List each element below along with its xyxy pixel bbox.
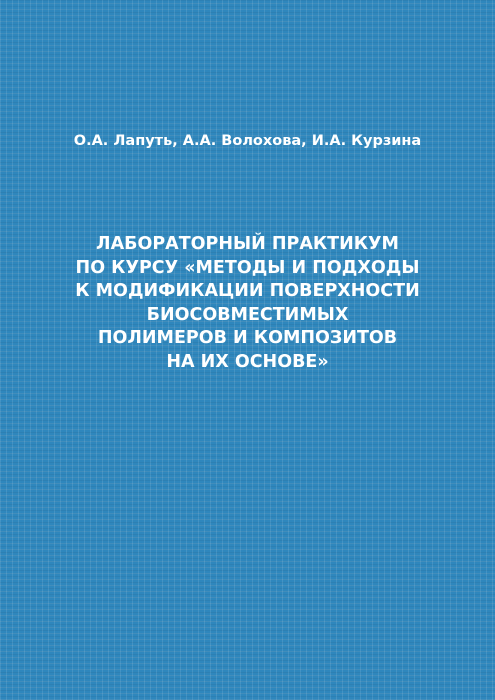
title-line: ЛАБОРАТОРНЫЙ ПРАКТИКУМ [96,234,399,254]
title-line: ПОЛИМЕРОВ И КОМПОЗИТОВ [97,328,398,348]
authors-line: О.А. Лапуть, А.А. Волохова, И.А. Курзина [73,133,422,149]
book-title [20,233,475,374]
title-line: НА ИХ ОСНОВЕ» [166,351,329,372]
title-line: ПО КУРСУ «МЕТОДЫ И ПОДХОДЫ [75,257,420,278]
title-line: БИОСОВМЕСТИМЫХ [146,304,349,325]
title-line: К МОДИФИКАЦИИ ПОВЕРХНОСТИ [75,281,420,301]
